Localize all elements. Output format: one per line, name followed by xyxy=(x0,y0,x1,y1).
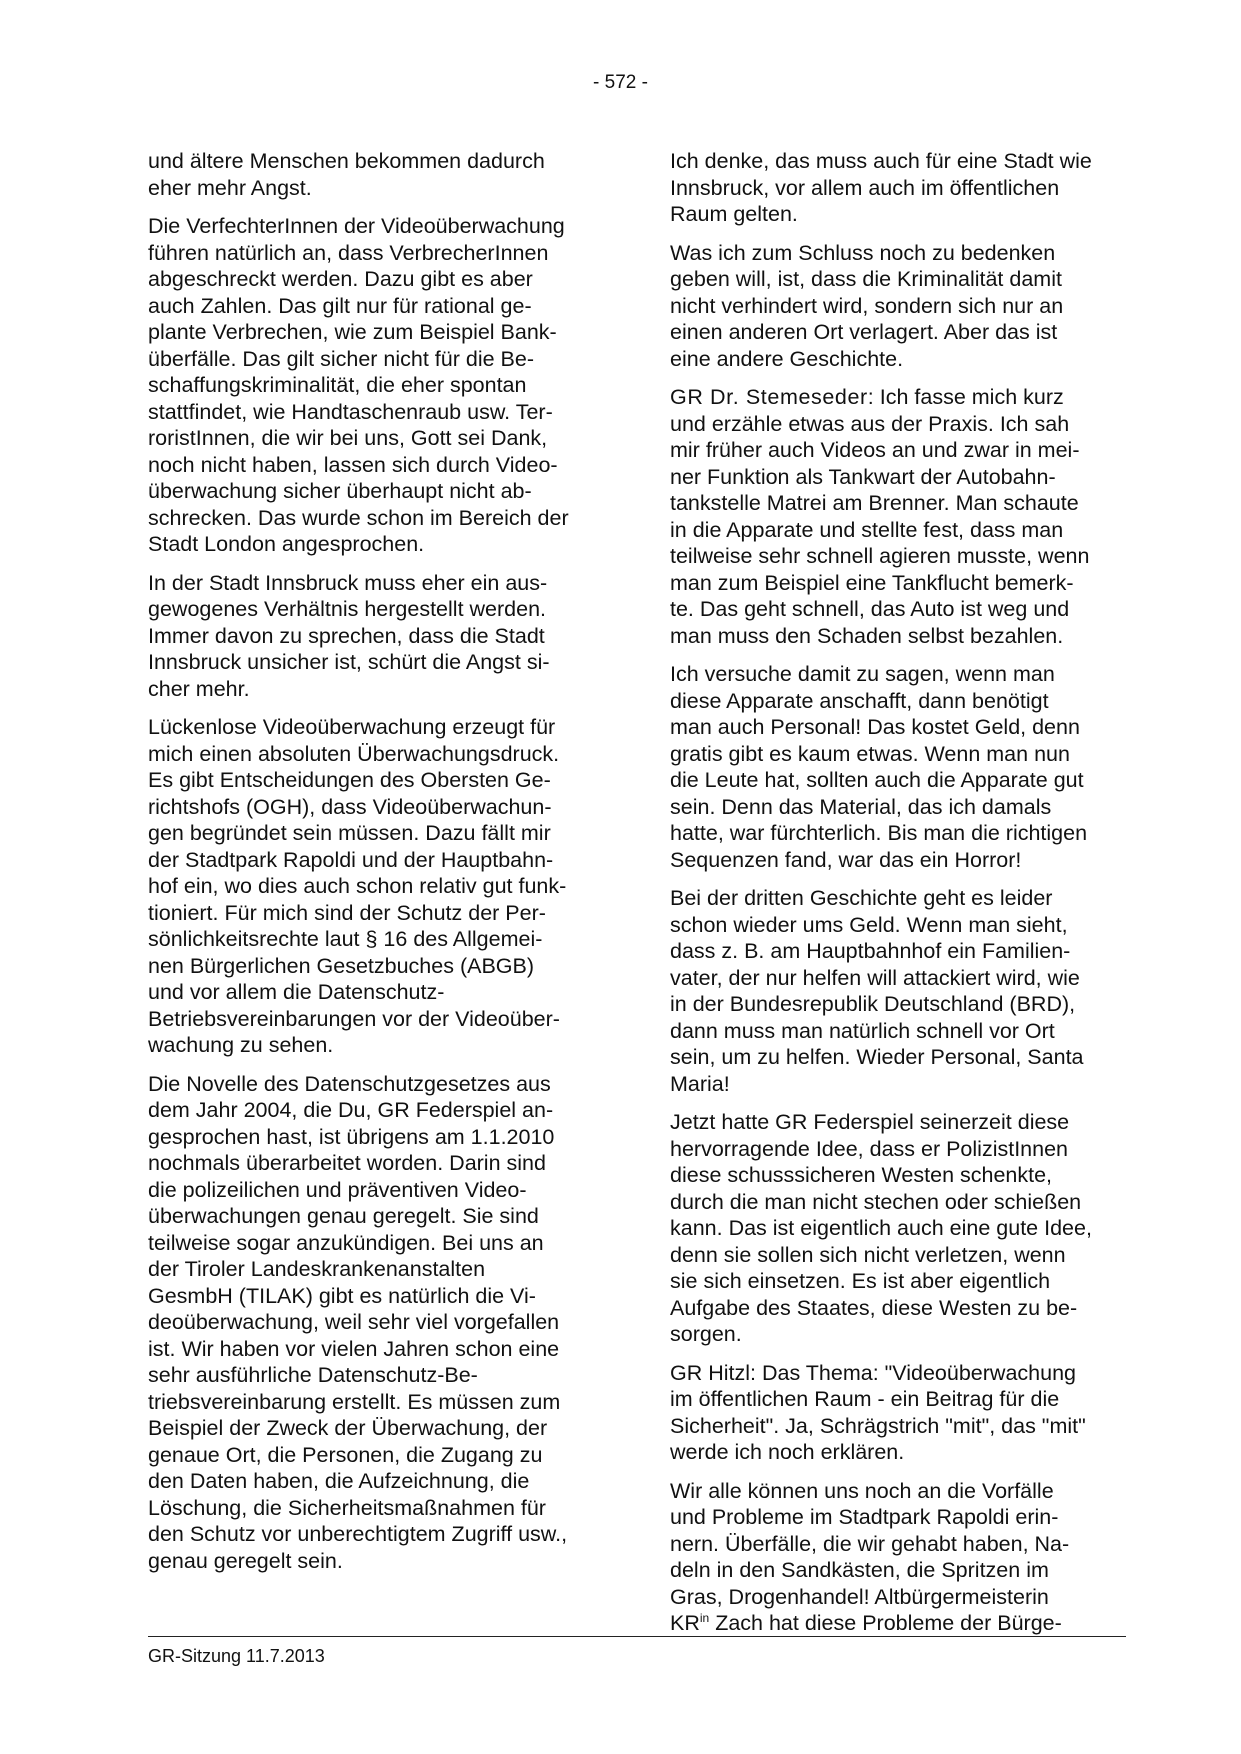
paragraph xyxy=(670,1109,1125,1348)
paragraph xyxy=(148,570,603,703)
text-line: nen Bürgerlichen Gesetzbuches (ABGB) xyxy=(148,953,535,978)
text-line: und Probleme im Stadtpark Rapoldi erin- xyxy=(670,1505,1059,1529)
text-line: Gras, Drogenhandel! Altbürgermeisterin xyxy=(670,1584,1049,1609)
text-line: nern. Überfälle, die wir gehabt haben, Na- xyxy=(670,1531,1070,1556)
text-line: den Schutz vor unberechtigtem Zugriff usw., xyxy=(148,1522,568,1546)
text-line: noch nicht haben, lassen sich durch Video- xyxy=(148,452,558,477)
text-line: ist. Wir haben vor vielen Jahren schon eine xyxy=(148,1336,560,1361)
text-line: wachung zu sehen. xyxy=(148,1033,334,1057)
text-line: Bei der dritten Geschichte geht es leider xyxy=(670,886,1053,910)
text-line: nochmals überarbeitet worden. Darin sind xyxy=(148,1151,546,1175)
text-line: kann. Das ist eigentlich auch eine gute Idee, xyxy=(670,1216,1092,1240)
text-line: Aufgabe des Staates, diese Westen zu be- xyxy=(670,1295,1078,1320)
paragraph xyxy=(148,1071,603,1575)
text-line: GesmbH (TILAK) gibt es natürlich die Vi- xyxy=(148,1283,536,1308)
text-line: richtshofs (OGH), dass Videoüberwachun- xyxy=(148,794,552,819)
text-line: Sicherheit". Ja, Schrägstrich "mit", das "mit" xyxy=(670,1413,1086,1438)
text-line: einen anderen Ort verlagert. Aber das ist xyxy=(670,320,1058,344)
text-line: eher mehr Angst. xyxy=(148,175,312,200)
text-line: in die Apparate und stellte fest, dass man xyxy=(670,517,1064,542)
text-line: geben will, ist, dass die Kriminalität damit xyxy=(670,267,1062,291)
text-line: sönlichkeitsrechte laut § 16 des Allgemei- xyxy=(148,927,543,951)
text-line: deln in den Sandkästen, die Spritzen im xyxy=(670,1558,1049,1582)
text-line: der Tiroler Landeskrankenanstalten xyxy=(148,1257,486,1281)
text-line: abgeschreckt werden. Dazu gibt es aber xyxy=(148,267,533,291)
text-line: diese schusssicheren Westen schenkte, xyxy=(670,1163,1053,1187)
text-line: genau geregelt sein. xyxy=(148,1548,343,1573)
speech-body xyxy=(670,1387,1086,1464)
text-line: stattfindet, wie Handtaschenraub usw. Ter- xyxy=(148,399,553,424)
speech-paragraph xyxy=(670,1360,1125,1466)
text-line: Sequenzen fand, war das ein Horror! xyxy=(670,847,1022,872)
text-line: Beispiel der Zweck der Überwachung, der xyxy=(148,1416,548,1440)
text-line: nicht verhindert wird, sondern sich nur an xyxy=(670,293,1064,318)
text-line: überfälle. Das gilt sicher nicht für die Be- xyxy=(148,346,534,371)
text-line: Innsbruck unsicher ist, schürt die Angst si- xyxy=(148,650,550,674)
paragraph xyxy=(148,148,603,201)
text-line: sein, um zu helfen. Wieder Personal, Santa xyxy=(670,1045,1084,1069)
text-line: Maria! xyxy=(670,1071,730,1096)
paragraph-body xyxy=(670,1479,1069,1609)
text-line: sein. Denn das Material, das ich damals xyxy=(670,794,1052,819)
text-line: schon wieder ums Geld. Wenn man sieht, xyxy=(670,912,1068,937)
paragraph xyxy=(670,885,1125,1097)
right-column xyxy=(670,148,1125,1649)
text-line: gewogenes Verhältnis hergestellt werden. xyxy=(148,597,547,621)
text-line: cher mehr. xyxy=(148,676,250,701)
text-line: sorgen. xyxy=(670,1322,742,1346)
paragraph xyxy=(148,213,603,558)
text-line: teilweise sogar anzukündigen. Bei uns an xyxy=(148,1230,544,1255)
text-line: mir früher auch Videos an und zwar in mei- xyxy=(670,438,1080,462)
text-line: überwachung sicher überhaupt nicht ab- xyxy=(148,479,532,503)
speech-paragraph xyxy=(670,384,1125,649)
text-line: Betriebsvereinbarungen vor der Videoüber- xyxy=(148,1006,560,1031)
text-line: vater, der nur helfen will attackiert wird, wie xyxy=(670,965,1080,990)
text-line: eine andere Geschichte. xyxy=(670,346,904,371)
left-column xyxy=(148,148,603,1586)
speaker-name: GR Dr. Stemeseder xyxy=(670,385,868,409)
paragraph xyxy=(670,1478,1125,1637)
text-line: Was ich zum Schluss noch zu bedenken xyxy=(670,240,1056,265)
text-line: triebsvereinbarung erstellt. Es müssen zum xyxy=(148,1389,561,1414)
text-line: Es gibt Entscheidungen des Obersten Ge- xyxy=(148,768,551,792)
footer-divider xyxy=(148,1636,1126,1637)
text-line: denn sie sollen sich nicht verletzen, wenn xyxy=(670,1242,1066,1267)
text-line: hof ein, wo dies auch schon relativ gut funk- xyxy=(148,874,567,898)
text-line: Stadt London angesprochen. xyxy=(148,532,425,556)
text-line: dem Jahr 2004, die Du, GR Federspiel an- xyxy=(148,1098,554,1122)
text-line: Innsbruck, vor allem auch im öffentlichen xyxy=(670,175,1060,200)
text-line: Jetzt hatte GR Federspiel seinerzeit diese xyxy=(670,1110,1070,1134)
text-line: in der Bundesrepublik Deutschland (BRD), xyxy=(670,992,1076,1016)
text-line: im öffentlichen Raum - ein Beitrag für die xyxy=(670,1387,1060,1411)
text-line: Die Novelle des Datenschutzgesetzes aus xyxy=(148,1071,551,1096)
page-number: - 572 - xyxy=(593,72,648,93)
text-line: Wir alle können uns noch an die Vorfälle xyxy=(670,1478,1054,1503)
text-line: schrecken. Das wurde schon im Bereich der xyxy=(148,505,569,530)
footer-session-date: GR-Sitzung 11.7.2013 xyxy=(148,1646,325,1666)
text-line: gen begründet sein müssen. Dazu fällt mir xyxy=(148,821,551,845)
text-line: plante Verbrechen, wie zum Beispiel Bank- xyxy=(148,320,557,344)
text-line: gesprochen hast, ist übrigens am 1.1.2010 xyxy=(148,1124,555,1149)
paragraph xyxy=(670,240,1125,373)
paragraph-end: Zach hat diese Probleme der Bürge- xyxy=(709,1611,1062,1635)
text-line: tankstelle Matrei am Brenner. Man schaute xyxy=(670,491,1079,515)
text-line: der Stadtpark Rapoldi und der Hauptbahn- xyxy=(148,847,554,872)
text-line: schaffungskriminalität, die eher spontan xyxy=(148,373,527,397)
text-line: dann muss man natürlich schnell vor Ort xyxy=(670,1018,1055,1043)
speech-body xyxy=(670,412,1089,648)
text-line: Raum gelten. xyxy=(670,202,798,226)
text-line: Immer davon zu sprechen, dass die Stadt xyxy=(148,623,545,648)
abbreviation-superscript: in xyxy=(699,1611,710,1625)
paragraph xyxy=(670,661,1125,873)
text-line: man auch Personal! Das kostet Geld, denn xyxy=(670,715,1080,739)
text-line: genaue Ort, die Personen, die Zugang zu xyxy=(148,1442,543,1467)
text-line: Lückenlose Videoüberwachung erzeugt für xyxy=(148,715,556,739)
text-line: teilweise sehr schnell agieren musste, wenn xyxy=(670,544,1090,568)
text-line: und ältere Menschen bekommen dadurch xyxy=(148,149,545,173)
text-line: tioniert. Für mich sind der Schutz der Per- xyxy=(148,900,546,925)
text-line: deoüberwachung, weil sehr viel vorgefallen xyxy=(148,1310,560,1334)
abbreviation: KR xyxy=(670,1611,700,1635)
text-line: roristInnen, die wir bei uns, Gott sei Dank, xyxy=(148,426,548,450)
text-line: man zum Beispiel eine Tankflucht bemerk- xyxy=(670,570,1074,595)
paragraph xyxy=(670,148,1125,228)
text-line: werde ich noch erklären. xyxy=(670,1440,905,1464)
text-line: gratis gibt es kaum etwas. Wenn man nun xyxy=(670,741,1070,766)
text-line: die polizeilichen und präventiven Video- xyxy=(148,1177,527,1202)
text-line: überwachungen genau geregelt. Sie sind xyxy=(148,1204,539,1228)
text-line: führen natürlich an, dass VerbrecherInnen xyxy=(148,240,549,265)
text-line: durch die man nicht stechen oder schießen xyxy=(670,1189,1082,1214)
text-line: ner Funktion als Tankwart der Autobahn- xyxy=(670,464,1056,489)
text-line: hervorragende Idee, dass er PolizistInnen xyxy=(670,1136,1068,1161)
text-line: und vor allem die Datenschutz- xyxy=(148,980,445,1004)
text-line: Die VerfechterInnen der Videoüberwachung xyxy=(148,214,565,238)
speech-intro: : Das Thema: "Videoüberwachung xyxy=(750,1360,1076,1385)
speech-intro: : Ich fasse mich kurz xyxy=(867,385,1064,409)
text-line: Ich versuche damit zu sagen, wenn man xyxy=(670,662,1055,686)
text-line: mich einen absoluten Überwachungsdruck. xyxy=(148,741,560,766)
text-line: dass z. B. am Hauptbahnhof ein Familien- xyxy=(670,939,1071,963)
text-line: diese Apparate anschafft, dann benötigt xyxy=(670,688,1049,713)
text-line: hatte, war fürchterlich. Bis man die richtigen xyxy=(670,821,1088,845)
text-line: Löschung, die Sicherheitsmaßnahmen für xyxy=(148,1495,546,1520)
text-line: sehr ausführliche Datenschutz-Be- xyxy=(148,1363,478,1387)
speaker-name: GR Hitzl xyxy=(670,1360,751,1385)
text-line: die Leute hat, sollten auch die Apparate gut xyxy=(670,768,1084,792)
text-line: den Daten haben, die Aufzeichnung, die xyxy=(148,1469,530,1493)
text-line: sie sich einsetzen. Es ist aber eigentlich xyxy=(670,1269,1051,1293)
text-line: und erzähle etwas aus der Praxis. Ich sah xyxy=(670,411,1070,436)
text-line: man muss den Schaden selbst bezahlen. xyxy=(670,623,1064,648)
paragraph xyxy=(148,714,603,1059)
text-line: te. Das geht schnell, das Auto ist weg und xyxy=(670,597,1070,621)
text-line: auch Zahlen. Das gilt nur für rational ge- xyxy=(148,293,532,318)
text-line: In der Stadt Innsbruck muss eher ein aus- xyxy=(148,570,548,595)
text-line: Ich denke, das muss auch für eine Stadt wie xyxy=(670,149,1092,173)
